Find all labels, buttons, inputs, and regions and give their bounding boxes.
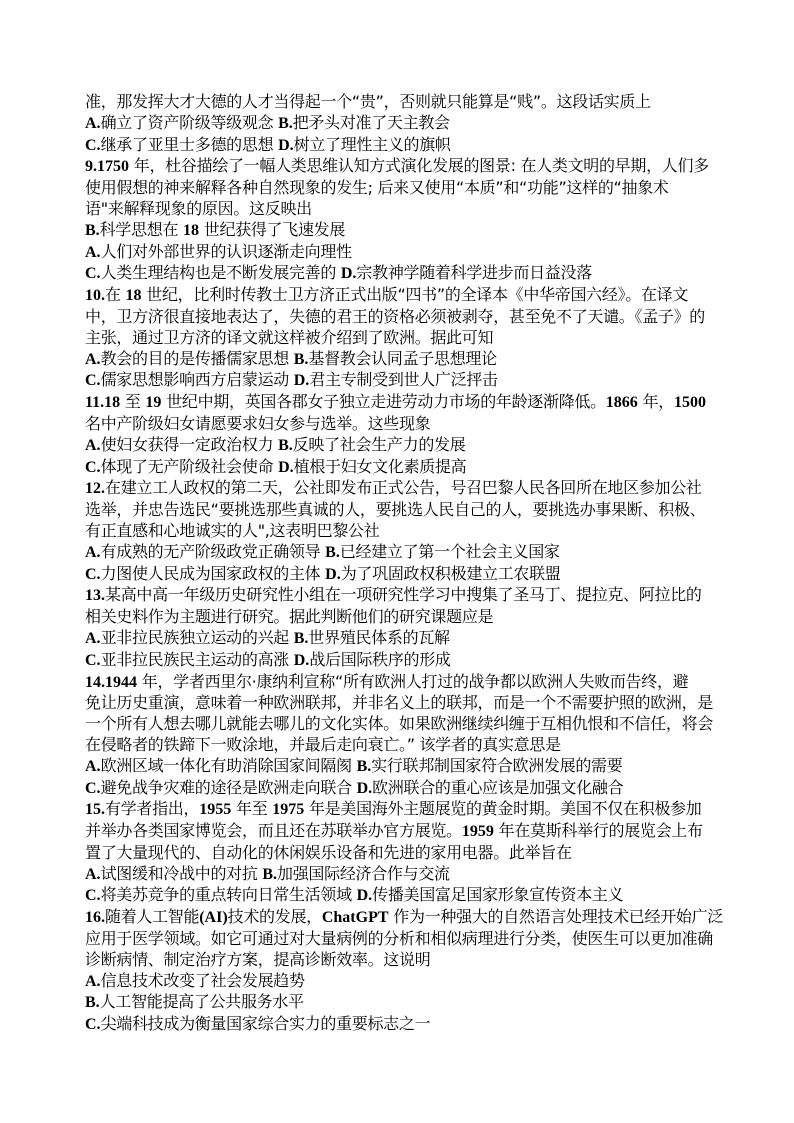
exam-text-line: 有正直感和心地诚实的人",这表明巴黎公社 — [85, 520, 380, 540]
latin-text-run: A. — [85, 629, 101, 647]
latin-text-run: A. — [85, 972, 101, 990]
exam-text-line: 相关史料作为主题进行研究。据此判断他们的研究课题应是 — [85, 607, 494, 627]
latin-text-run: D. — [340, 265, 357, 283]
latin-text-run: 15. — [85, 801, 105, 819]
exam-text-line: 16.随着人工智能(AI)技术的发展，ChatGPT 作为一种强大的自然语言处理技术已经开始广泛 — [85, 907, 724, 927]
exam-text-line: 10.在 18 世纪，比利时传教士卫方济正式出版“四书”的全译本《中华帝国六经》。在译文 — [85, 285, 689, 305]
latin-text-run: C. — [85, 458, 101, 476]
exam-text-line: B.人工智能提高了公共服务水平 — [85, 992, 304, 1012]
latin-text-run: 11.18 — [85, 394, 121, 412]
exam-text-line: C.力图使人民成为国家政权的主体 D.为了巩固政权积极建立工农联盟 — [85, 563, 561, 583]
latin-text-run: B. — [293, 629, 309, 647]
exam-text-line: 11.18 至 19 世纪中期，英国各郡女子独立走进劳动力市场的年龄逐渐降低。1866 年，1500 — [85, 392, 706, 412]
latin-text-run: (AI) — [199, 909, 228, 927]
exam-text-line: 诊断病情、制定治疗方案，提高诊断效率。这说明 — [85, 949, 431, 969]
latin-text-run: C. — [85, 887, 101, 905]
exam-text-line: 使用假想的神来解释各种自然现象的发生; 后来又使用“本质”和“功能”这样的“抽象术 — [85, 178, 669, 198]
latin-text-run: 1955 — [199, 801, 232, 819]
latin-text-run: 18 — [182, 221, 199, 239]
exam-text-line: 免让历史重演，意味着一种欧洲联邦，并非名义上的联邦，而是一个不需要护照的欧洲，是 — [85, 693, 714, 713]
exam-text-line: 主张，通过卫方济的译文就这样被介绍到了欧洲。据此可知 — [85, 327, 494, 347]
latin-text-run: B. — [262, 865, 278, 883]
exam-text-line: B.科学思想在 18 世纪获得了飞速发展 — [85, 219, 346, 239]
latin-text-run: D. — [356, 779, 373, 797]
latin-text-run: 12. — [85, 480, 105, 498]
latin-text-run: C. — [85, 1016, 101, 1034]
latin-text-run: 10. — [85, 287, 105, 305]
latin-text-run: C. — [85, 136, 101, 154]
latin-text-run: B. — [293, 350, 309, 368]
latin-text-run: B. — [278, 114, 293, 132]
exam-text-line: A.教会的目的是传播儒家思想 B.基督教会认同孟子思想理论 — [85, 348, 497, 368]
exam-text-line: A.试图缓和冷战中的对抗 B.加强国际经济合作与交流 — [85, 863, 450, 883]
exam-text-line: 应用于医学领域。如它可通过对大量病例的分析和相似病理进行分类，使医生可以更加准确 — [85, 929, 714, 949]
exam-text-line: 置了大量现代的、自动化的休闲娱乐设备和先进的家用电器。此举旨在 — [85, 842, 572, 862]
latin-text-run: 1866 — [605, 394, 638, 412]
latin-text-run: A. — [85, 114, 101, 132]
latin-text-run: D. — [278, 458, 294, 476]
latin-text-run: A. — [85, 865, 101, 883]
latin-text-run: 14.1944 — [85, 673, 137, 691]
latin-text-run: B. — [356, 757, 372, 775]
latin-text-run: 13. — [85, 587, 105, 605]
exam-text-line: 在侵略者的铁蹄下一败涂地，并最后走向衰亡。” 该学者的真实意思是 — [85, 734, 561, 754]
latin-text-run: D. — [293, 651, 310, 669]
exam-text-block — [85, 92, 725, 1036]
latin-text-run: D. — [293, 372, 310, 390]
latin-text-run: C. — [85, 565, 101, 583]
exam-text-line: A.人们对外部世界的认识逐渐走向理性 — [85, 241, 352, 261]
exam-text-line: 中，卫方济很直接地表达了，失德的君王的资格必须被剥夺，甚至免不了天谴。《孟子》的 — [85, 306, 706, 326]
exam-text-line: C.尖端科技成为衡量国家综合实力的重要标志之一 — [85, 1014, 431, 1034]
exam-text-line: C.将美苏竞争的重点转向日常生活领域 D.传播美国富足国家形象宣传资本主义 — [85, 885, 624, 905]
latin-text-run: C. — [85, 651, 101, 669]
exam-text-line: C.继承了亚里士多德的思想 D.树立了理性主义的旗帜 — [85, 134, 451, 154]
exam-text-line: 12.在建立工人政权的第二天，公社即发布正式公告，号召巴黎人民各回所在地区参加公社 — [85, 478, 702, 498]
exam-text-line: 选举，并忠告选民“要挑选那些真诚的人，要挑选人民自己的人，要挑选办事果断、积极、 — [85, 500, 706, 520]
latin-text-run: C. — [85, 779, 101, 797]
latin-text-run: B. — [85, 994, 100, 1012]
latin-text-run: 16. — [85, 909, 105, 927]
latin-text-run: 1959 — [461, 823, 494, 841]
exam-text-line: 13.某高中高一年级历史研究性小组在一项研究性学习中搜集了圣马丁、提拉克、阿拉比的 — [85, 585, 702, 605]
latin-text-run: ChatGPT — [321, 909, 389, 927]
exam-text-line: C.体现了无产阶级社会使命 D.植根于妇女文化素质提高 — [85, 456, 467, 476]
latin-text-run: 19 — [145, 394, 162, 412]
exam-text-line: A.确立了资产阶级等级观念 B.把矛头对准了天主教会 — [85, 112, 450, 132]
exam-text-line: A.亚非拉民族独立运动的兴起 B.世界殖民体系的瓦解 — [85, 627, 450, 647]
latin-text-run: A. — [85, 350, 101, 368]
exam-text-line: C.人类生理结构也是不断发展完善的 D.宗教神学随着科学进步而日益没落 — [85, 263, 592, 283]
latin-text-run: D. — [356, 887, 373, 905]
latin-text-run: A. — [85, 543, 101, 561]
exam-text-line: A.有成熟的无产阶级政党正确领导 B.已经建立了第一个社会主义国家 — [85, 541, 560, 561]
exam-text-line: 并举办各类国家博览会，而且还在苏联举办官方展览。1959 年在莫斯科举行的展览会上布 — [85, 821, 703, 841]
latin-text-run: 1500 — [673, 394, 706, 412]
exam-text-line: 一个所有人想去哪儿就能去哪儿的文化实体。如果欧洲继续纠缠于互相仇恨和不信任，将会 — [85, 714, 714, 734]
latin-text-run: A. — [85, 436, 101, 454]
exam-text-line: A.欧洲区域一体化有助消除国家间隔阂 B.实行联邦制国家符合欧洲发展的需要 — [85, 755, 623, 775]
latin-text-run: C. — [85, 265, 101, 283]
exam-text-line: 15.有学者指出，1955 年至 1975 年是美国海外主题展览的黄金时期。美国不仅在积极参加 — [85, 799, 702, 819]
latin-text-run: B. — [278, 436, 293, 454]
exam-text-line: 准，那发挥大才大德的人才当得起一个“贵”，否则就只能算是“贱”。这段话实质上 — [85, 92, 651, 111]
latin-text-run: 18 — [125, 287, 142, 305]
exam-text-line: 9.1750 年，杜谷描绘了一幅人类思维认知方式演化发展的图景: 在人类文明的早期，人们多 — [85, 156, 709, 176]
latin-text-run: A. — [85, 243, 101, 261]
exam-text-line: A.信息技术改变了社会发展趋势 — [85, 970, 305, 990]
latin-text-run: C. — [85, 372, 101, 390]
latin-text-run: D. — [278, 136, 294, 154]
exam-text-line: 14.1944 年，学者西里尔·康纳利宣称“所有欧洲人打过的战争都以欧洲人失败而告终，避 — [85, 671, 689, 691]
latin-text-run: D. — [325, 565, 341, 583]
latin-text-run: B. — [325, 543, 340, 561]
exam-text-line: C.儒家思想影响西方启蒙运动 D.君主专制受到世人广泛抨击 — [85, 370, 498, 390]
exam-text-line: 语"来解释现象的原因。这反映出 — [85, 198, 312, 218]
latin-text-run: 9.1750 — [85, 158, 129, 176]
latin-text-run: 1975 — [272, 801, 305, 819]
exam-text-line: A.使妇女获得一定政治权力 B.反映了社会生产力的发展 — [85, 434, 466, 454]
exam-text-line: 名中产阶级妇女请愿要求妇女参与选举。这些现象 — [85, 413, 431, 433]
latin-text-run: A. — [85, 757, 101, 775]
exam-text-line: C.避免战争灾难的途径是欧洲走向联合 D.欧洲联合的重心应该是加强文化融合 — [85, 777, 624, 797]
exam-text-line: C.亚非拉民族民主运动的高涨 D.战后国际秩序的形成 — [85, 649, 451, 669]
latin-text-run: B. — [85, 221, 100, 239]
